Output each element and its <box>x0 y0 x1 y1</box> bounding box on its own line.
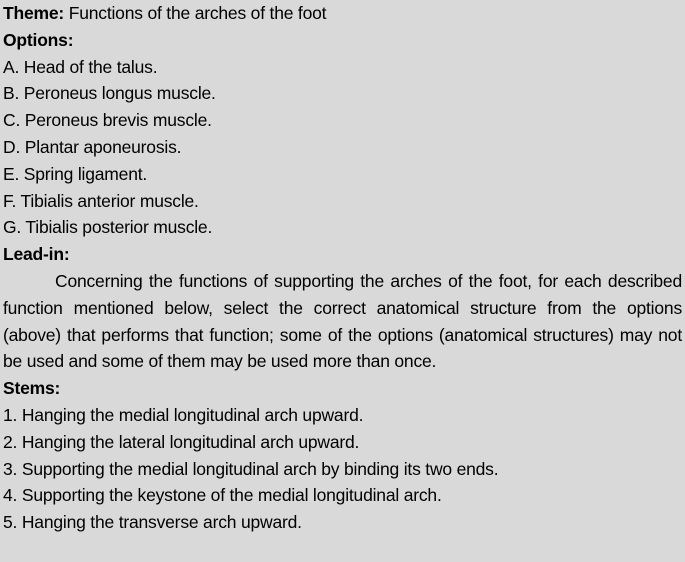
stem-item: 3. Supporting the medial longitudinal arch by binding its two ends. <box>3 458 499 479</box>
option-item: A. Head of the talus. <box>3 56 158 77</box>
theme-label: Theme: <box>3 3 65 23</box>
theme-line <box>3 0 682 27</box>
stem-item: 5. Hanging the transverse arch upward. <box>3 512 302 533</box>
stem-item: 1. Hanging the medial longitudinal arch upward. <box>3 404 364 425</box>
theme-text: Functions of the arches of the foot <box>64 3 327 23</box>
lead-in-heading: Lead-in: <box>3 244 70 265</box>
lead-in-paragraph: Concerning the functions of supporting the arches of the foot, for each described function mentioned below, select the correct anatomical structure from the options (above) that performs that function; some of the options (anatomical structures) may not be used and some of them may be used more than once. <box>3 270 682 372</box>
option-item: B. Peroneus longus muscle. <box>3 83 216 104</box>
option-item: F. Tibialis anterior muscle. <box>3 190 199 211</box>
stem-item: 2. Hanging the lateral longitudinal arch upward. <box>3 431 360 452</box>
options-heading: Options: <box>3 29 74 50</box>
option-item: G. Tibialis posterior muscle. <box>3 217 213 238</box>
option-item: E. Spring ligament. <box>3 163 148 184</box>
stem-item: 4. Supporting the keystone of the medial longitudinal arch. <box>3 485 442 506</box>
stems-heading: Stems: <box>3 378 61 399</box>
option-item: D. Plantar aponeurosis. <box>3 136 182 157</box>
option-item: C. Peroneus brevis muscle. <box>3 110 212 131</box>
